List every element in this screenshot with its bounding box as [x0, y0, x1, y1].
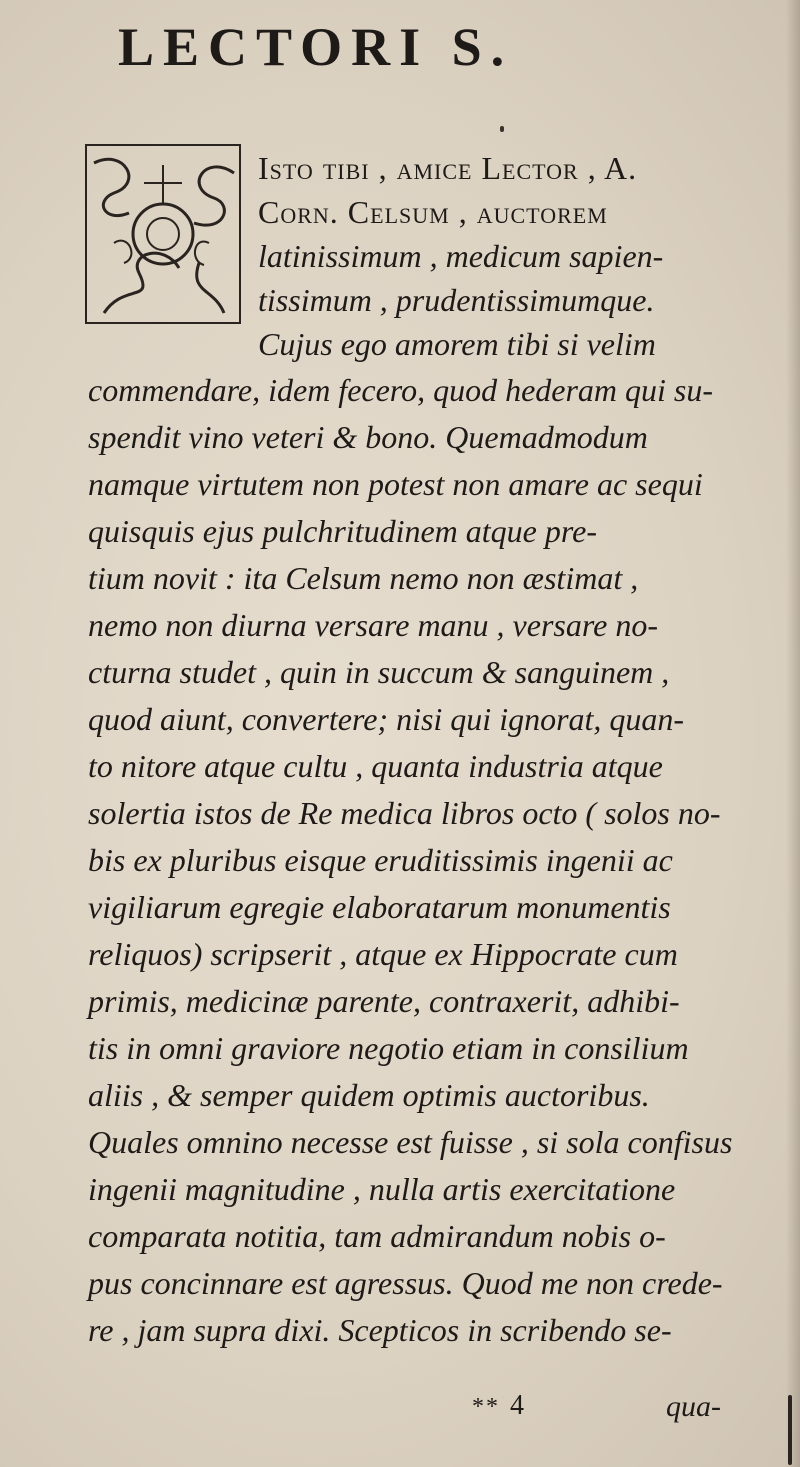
catchword: qua-: [666, 1390, 721, 1423]
signature-asterisks: **: [472, 1394, 500, 1420]
text-line: quod aiunt, convertere; nisi qui ignorat, quan-: [88, 701, 685, 737]
text-line: tis in omni graviore negotio etiam in consilium: [88, 1030, 689, 1066]
text-line: aliis , & semper quidem optimis auctoribus.: [88, 1077, 650, 1113]
text-line: re , jam supra dixi. Scepticos in scribendo se-: [88, 1312, 672, 1348]
text-line: nemo non diurna versare manu , versare no-: [88, 607, 658, 643]
text-line: tissimum , prudentissimumque.: [258, 282, 655, 318]
text-line: Isto tibi , amice Lector , A.: [258, 150, 638, 186]
signature-mark: [472, 1390, 526, 1422]
text-line: primis, medicinæ parente, contraxerit, adhibi-: [88, 983, 680, 1019]
text-line: reliquos) scripserit , atque ex Hippocrate cum: [88, 936, 678, 972]
text-line: Quales omnino necesse est fuisse , si sola confisus: [88, 1124, 733, 1160]
signature-number: 4: [510, 1390, 526, 1421]
page-title: LECTORI S.: [118, 17, 514, 77]
text-line: to nitore atque cultu , quanta industria atque: [88, 748, 663, 784]
text-line: spendit vino veteri & bono. Quemadmodum: [88, 419, 648, 455]
text-line: latinissimum , medicum sapien-: [258, 238, 664, 274]
text-line: tium novit : ita Celsum nemo non æstimat ,: [88, 560, 639, 596]
text-line: Cujus ego amorem tibi si velim: [258, 326, 656, 362]
text-line: vigiliarum egregie elaboratarum monumentis: [88, 889, 671, 925]
text-line: pus concinnare est agressus. Quod me non crede-: [88, 1265, 723, 1301]
binding-edge-mark: [788, 1395, 792, 1465]
text-line: cturna studet , quin in succum & sanguinem ,: [88, 654, 670, 690]
text-line: commendare, idem fecero, quod hederam qui su-: [88, 372, 714, 408]
text-line: quisquis ejus pulchritudinem atque pre-: [88, 513, 597, 549]
text-line: ingenii magnitudine , nulla artis exercitatione: [88, 1171, 676, 1207]
text-line: namque virtutem non potest non amare ac sequi: [88, 466, 703, 502]
text-line: Corn. Celsum , auctorem: [258, 194, 608, 230]
text-line: comparata notitia, tam admirandum nobis o-: [88, 1218, 666, 1254]
text-line: bis ex pluribus eisque eruditissimis ingenii ac: [88, 842, 673, 878]
text-line: solertia istos de Re medica libros octo ( solos no-: [88, 795, 721, 831]
